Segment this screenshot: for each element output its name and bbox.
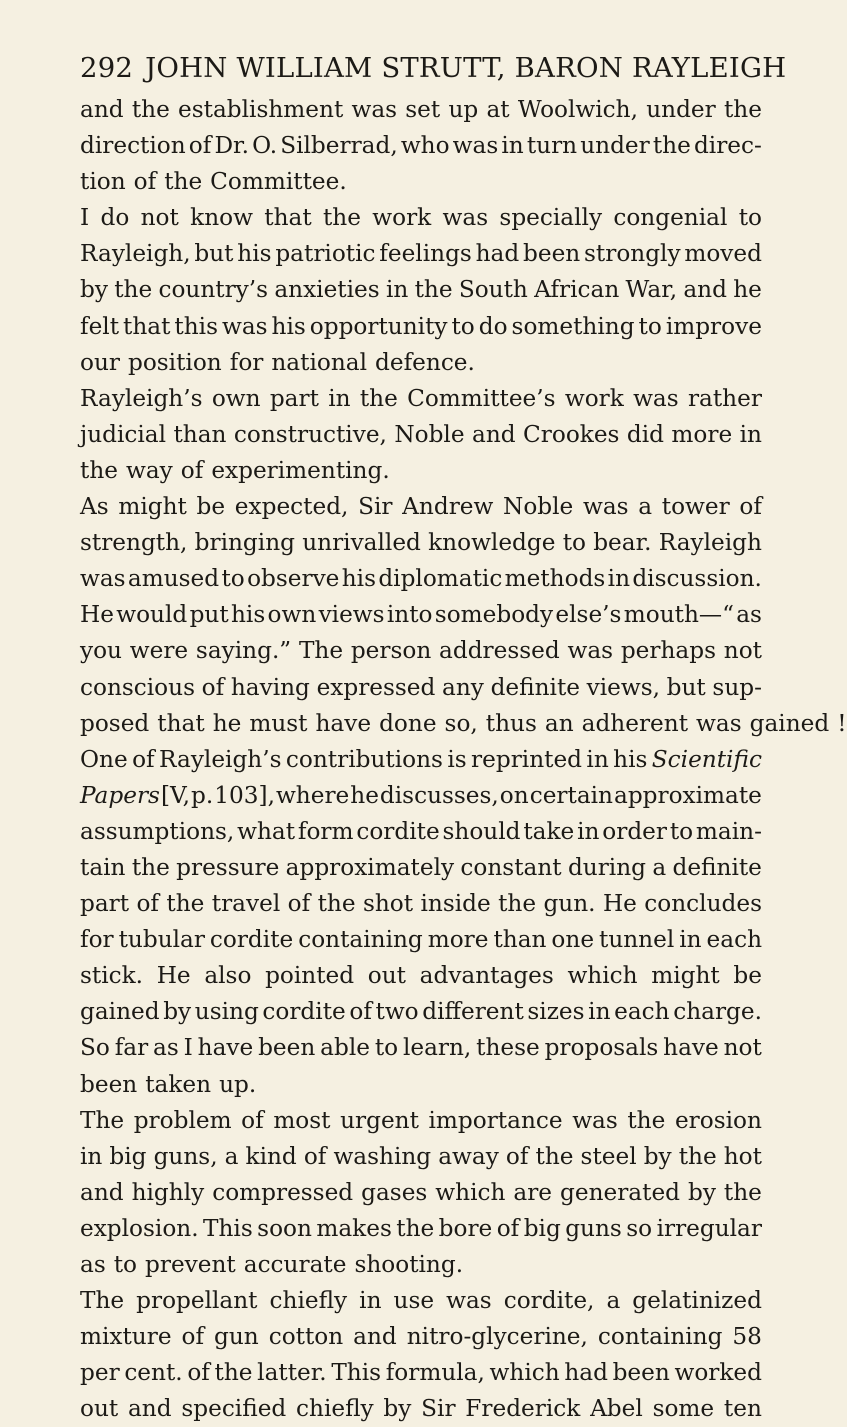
- paragraph: [80, 489, 847, 742]
- running-head: [80, 48, 787, 88]
- text-line: tain the pressure approximately constant during a definite: [80, 853, 762, 881]
- text-line: as to prevent accurate shooting.: [80, 1251, 464, 1278]
- text-line: Rayleigh’s own part in the Committee’s work was rather: [80, 384, 762, 412]
- paragraph: [80, 92, 762, 200]
- paragraph: [80, 1103, 762, 1283]
- text-line: direction of Dr. O. Silberrad, who was in turn under the direc-: [80, 132, 762, 160]
- text-line: out and specified chiefly by Sir Frederick Abel some ten: [80, 1395, 762, 1423]
- text-line: been taken up.: [80, 1070, 257, 1098]
- text-line: gained by using cordite of two different sizes in each charge.: [80, 998, 762, 1026]
- text-line: stick. He also pointed out advantages which might be: [80, 962, 762, 990]
- text-line: part of the travel of the shot inside the gun. He concludes: [80, 890, 762, 918]
- text-line: our position for national defence.: [80, 348, 475, 376]
- text-line: mixture of gun cotton and nitro-glycerine, containing 58: [80, 1323, 762, 1351]
- text-line: strength, bringing unrivalled knowledge to bear. Rayleigh: [80, 529, 762, 557]
- text-line: was amused to observe his diplomatic methods in discussion.: [80, 565, 762, 593]
- text-line: for tubular cordite containing more than one tunnel in each: [80, 926, 762, 954]
- body-text: [80, 92, 847, 1427]
- text-line: tion of the Committee.: [80, 168, 347, 196]
- text-line: Papers [V, p. 103], where he discusses, on certain approximate: [80, 781, 762, 809]
- text-line: assumptions, what form cordite should take in order to main-: [80, 817, 762, 845]
- text-line: Rayleigh, but his patriotic feelings had been strongly moved: [80, 240, 762, 268]
- text-line: conscious of having expressed any definite views, but sup-: [80, 673, 762, 701]
- text-line: One of Rayleigh’s contributions is reprinted in his Scientific: [80, 745, 762, 773]
- text-line: the way of experimenting.: [80, 456, 390, 484]
- paragraph: [80, 742, 762, 1103]
- text-line: So far as I have been able to learn, these proposals have not: [80, 1034, 762, 1062]
- text-line: He would put his own views into somebody else’s mouth—“ as: [80, 601, 762, 629]
- paragraph: [80, 200, 762, 380]
- book-page: [80, 48, 847, 1427]
- text-line: As might be expected, Sir Andrew Noble was a tower of: [80, 493, 762, 521]
- text-line: The propellant chiefly in use was cordite, a gelatinized: [80, 1287, 762, 1315]
- text-line: by the country’s anxieties in the South African War, and he: [80, 276, 762, 304]
- text-line: The problem of most urgent importance was the erosion: [80, 1106, 762, 1134]
- text-line: and the establishment was set up at Woolwich, under the: [80, 96, 762, 123]
- text-line: explosion. This soon makes the bore of big guns so irregular: [80, 1214, 762, 1242]
- text-line: posed that he must have done so, thus an adherent was gained !: [80, 709, 847, 737]
- paragraph: [80, 1283, 762, 1427]
- paragraph: [80, 381, 762, 489]
- text-line: and highly compressed gases which are generated by the: [80, 1178, 762, 1206]
- text-line: in big guns, a kind of washing away of the steel by the hot: [80, 1142, 762, 1170]
- text-line: judicial than constructive, Noble and Crookes did more in: [80, 420, 762, 448]
- text-line: per cent. of the latter. This formula, which had been worked: [80, 1359, 762, 1387]
- page-number: 292: [80, 52, 134, 84]
- text-line: felt that this was his opportunity to do something to improve: [80, 312, 762, 340]
- text-line: you were saying.” The person addressed was perhaps not: [80, 637, 762, 665]
- running-title: JOHN WILLIAM STRUTT, BARON RAYLEIGH: [145, 52, 787, 84]
- text-line: I do not know that the work was specially congenial to: [80, 204, 762, 232]
